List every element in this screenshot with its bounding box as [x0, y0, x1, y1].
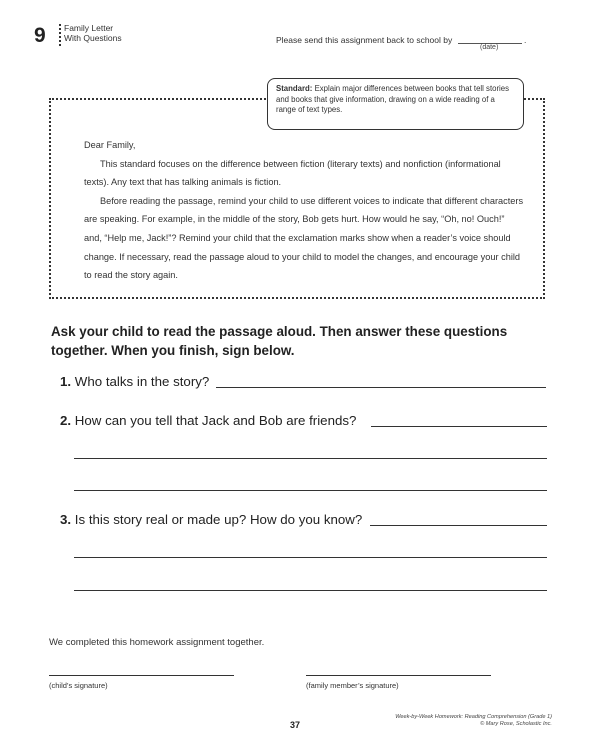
answer-line-3b[interactable]: [74, 557, 547, 558]
letter-paragraph-2: Before reading the passage, remind your child to use different voices to indicate that different characters are speaking. For example, in the middle of the story, Bob gets hurt. How would he say, “Oh, no! Ouch!” and, “Help me, Jack!”? Remind your child that the exclamation marks show when a reader’s voice should change. If necessary, read the passage aloud to your child to model the changes, and encourage your child to read the story again.: [84, 195, 524, 281]
lesson-label-line1: Family Letter: [64, 23, 114, 33]
send-back-text: Please send this assignment back to school by: [276, 35, 453, 45]
answer-line-1[interactable]: [216, 387, 546, 388]
letter-greeting: Dear Family,: [84, 140, 136, 150]
child-signature-label: (child’s signature): [49, 681, 108, 690]
question-text: Is this story real or made up? How do you know?: [74, 512, 363, 527]
credit-line-1: Week-by-Week Homework: Reading Comprehension (Grade 1): [395, 714, 552, 720]
answer-line-2c[interactable]: [74, 490, 547, 491]
question-number: 3.: [60, 512, 72, 527]
question-1: [60, 374, 209, 389]
question-number: 2.: [60, 413, 72, 428]
date-label: (date): [480, 44, 499, 51]
answer-line-3c[interactable]: [74, 590, 547, 591]
standard-label: Standard:: [276, 84, 313, 93]
letter-body: [84, 136, 524, 285]
completion-statement: We completed this homework assignment together.: [49, 637, 265, 648]
answer-line-2b[interactable]: [74, 458, 547, 459]
question-2: [60, 413, 356, 428]
standard-text: Explain major differences between books that tell stories and books that give information, drawing on a wide reading of a range of text types.: [276, 84, 510, 114]
answer-line-2a[interactable]: [371, 426, 547, 427]
lesson-label-line2: With Questions: [64, 33, 122, 43]
letter-paragraph-1: This standard focuses on the difference between fiction (literary texts) and nonfiction (informational texts). Any text that has talking animals is fiction.: [84, 158, 501, 188]
question-text: Who talks in the story?: [74, 374, 210, 389]
family-signature-line[interactable]: [306, 675, 491, 676]
child-signature-line[interactable]: [49, 675, 234, 676]
question-text: How can you tell that Jack and Bob are friends?: [74, 413, 357, 428]
question-number: 1.: [60, 374, 72, 389]
answer-line-3a[interactable]: [370, 525, 547, 526]
page-number: 37: [290, 720, 301, 730]
family-signature-label: (family member’s signature): [306, 681, 399, 690]
credit-text: [392, 714, 552, 728]
lesson-label: [64, 23, 122, 43]
standard-callout: [267, 78, 524, 130]
credit-line-2: © Mary Rose, Scholastic Inc.: [480, 721, 552, 727]
question-3: [60, 512, 362, 527]
send-back-period: .: [524, 35, 527, 45]
lesson-number: 9: [34, 24, 46, 47]
instructions-heading: Ask your child to read the passage aloud. Then answer these questions together. When you finish, sign below.: [51, 324, 508, 358]
lesson-divider: [59, 24, 61, 46]
